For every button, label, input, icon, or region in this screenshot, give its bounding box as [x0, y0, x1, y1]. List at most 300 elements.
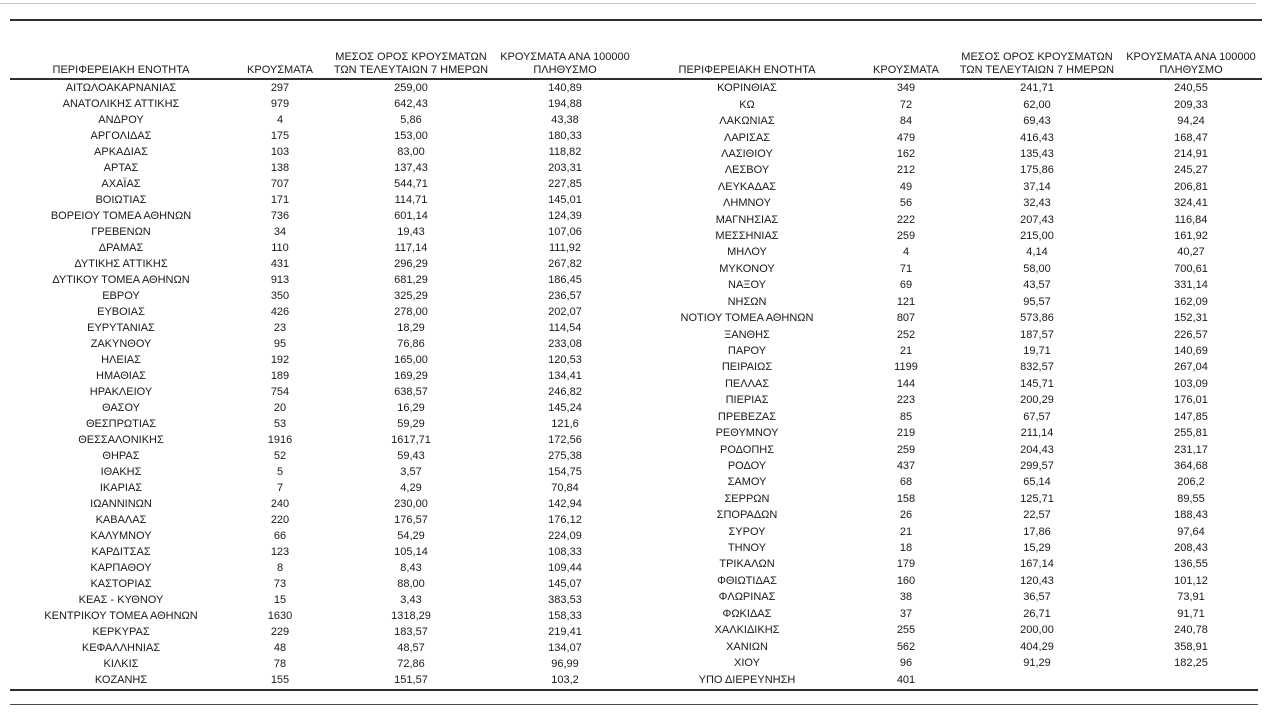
- cases-cell: 1199: [894, 361, 918, 374]
- table-row: [10, 79, 636, 96]
- cases-cell: 95: [273, 338, 287, 350]
- region-cell: ΔΥΤΙΚΟΥ ΤΟΜΕΑ ΑΘΗΝΩΝ: [52, 274, 190, 286]
- avg7-cell: 135,43: [1020, 147, 1054, 160]
- avg7-cell: 153,00: [394, 130, 428, 142]
- cases-cell: 562: [896, 640, 916, 653]
- region-cell: ΜΕΣΣΗΝΙΑΣ: [715, 230, 779, 243]
- table-row: [10, 336, 636, 352]
- cases-cell: 754: [270, 386, 290, 398]
- per100k-cell: 145,01: [548, 194, 582, 206]
- region-cell: ΔΡΑΜΑΣ: [98, 242, 144, 254]
- table-row: [636, 343, 1262, 359]
- cases-cell: 259: [896, 230, 916, 243]
- region-cell: ΑΝΔΡΟΥ: [98, 114, 144, 126]
- per100k-cell: 206,2: [1177, 476, 1205, 489]
- per100k-cell: 202,07: [548, 306, 582, 318]
- avg7-cell: 169,29: [394, 370, 428, 382]
- per100k-cell: 145,07: [548, 578, 582, 590]
- avg7-cell: 211,14: [1020, 427, 1054, 440]
- avg7-cell: 5,86: [400, 114, 422, 126]
- region-cell: ΚΙΛΚΙΣ: [103, 658, 139, 670]
- header-region: ΠΕΡΙΦΕΡΕΙΑΚΗ ΕΝΟΤΗΤΑ: [636, 42, 858, 79]
- per100k-cell: 124,39: [548, 210, 582, 222]
- per100k-cell: 114,54: [548, 322, 582, 334]
- table-row: [636, 540, 1262, 556]
- table-row: [636, 146, 1262, 162]
- table-row: [636, 179, 1262, 195]
- table-row: [10, 128, 636, 144]
- region-cell: ΗΜΑΘΙΑΣ: [96, 370, 146, 382]
- per100k-cell: 231,17: [1174, 443, 1208, 456]
- avg7-cell: 573,86: [1020, 312, 1054, 325]
- table-row: [10, 112, 636, 128]
- header-per100k-line2: ΠΛΗΘΥΣΜΟ: [1159, 64, 1223, 76]
- header-avg7: [328, 42, 494, 79]
- table-row: [636, 392, 1262, 408]
- region-cell: ΛΕΥΚΑΔΑΣ: [717, 180, 777, 193]
- table-row: [10, 96, 636, 112]
- region-cell: ΦΘΙΩΤΙΔΑΣ: [717, 574, 777, 587]
- cases-cell: 252: [896, 328, 916, 341]
- avg7-cell: 59,29: [397, 418, 425, 430]
- region-cell: ΚΑΒΑΛΑΣ: [95, 514, 147, 526]
- region-cell: ΛΑΚΩΝΙΑΣ: [719, 115, 775, 128]
- region-cell: ΑΝΑΤΟΛΙΚΗΣ ΑΤΤΙΚΗΣ: [62, 98, 180, 110]
- table-row: [10, 528, 636, 544]
- per100k-cell: 103,09: [1174, 377, 1208, 390]
- table-row: [636, 195, 1262, 211]
- region-cell: ΧΑΛΚΙΔΙΚΗΣ: [714, 624, 780, 637]
- cases-cell: 189: [270, 370, 290, 382]
- per100k-cell: 219,41: [548, 626, 582, 638]
- cases-table-left: [10, 42, 636, 688]
- cases-cell: 48: [273, 642, 287, 654]
- per100k-cell: 136,55: [1174, 558, 1208, 571]
- cases-cell: 1916: [267, 434, 293, 446]
- cases-cell: 71: [899, 262, 913, 275]
- table-row: [10, 272, 636, 288]
- header-avg7: [954, 42, 1120, 79]
- cases-cell: 38: [899, 591, 913, 604]
- avg7-cell: 15,29: [1023, 542, 1051, 555]
- avg7-cell: 117,14: [394, 242, 428, 254]
- cases-cell: 162: [896, 147, 916, 160]
- per100k-cell: 233,08: [548, 338, 582, 350]
- avg7-cell: 4,14: [1026, 246, 1048, 259]
- avg7-cell: 1318,29: [391, 610, 431, 622]
- per100k-cell: 203,31: [548, 162, 582, 174]
- region-cell: ΘΕΣΣΑΛΟΝΙΚΗΣ: [78, 434, 164, 446]
- cases-cell: 913: [270, 274, 290, 286]
- table-row: [636, 491, 1262, 507]
- per100k-cell: [1120, 671, 1262, 688]
- table-row: [636, 606, 1262, 622]
- header-per100k: [1120, 42, 1262, 79]
- cases-cell: 4: [276, 114, 284, 126]
- per100k-cell: 182,25: [1174, 657, 1208, 669]
- bottom-thin-rule: [10, 704, 1258, 705]
- cases-cell: 192: [270, 354, 290, 366]
- table-row: [636, 96, 1262, 112]
- region-cell: ΜΑΓΝΗΣΙΑΣ: [715, 213, 779, 226]
- avg7-cell: 88,00: [397, 578, 425, 590]
- cases-cell: 219: [896, 427, 916, 440]
- per100k-cell: 176,01: [1174, 394, 1208, 407]
- avg7-cell: 26,71: [1023, 607, 1051, 620]
- per100k-cell: 227,85: [548, 178, 582, 190]
- region-cell: ΣΥΡΟΥ: [728, 525, 766, 538]
- region-cell: ΕΥΒΟΙΑΣ: [97, 306, 145, 318]
- avg7-cell: 151,57: [394, 674, 428, 686]
- region-cell: ΡΟΔΟΥ: [727, 459, 767, 472]
- cases-cell: 707: [270, 178, 290, 190]
- avg7-cell: 8,43: [400, 562, 422, 574]
- avg7-cell: 183,57: [394, 626, 428, 638]
- region-cell: ΣΕΡΡΩΝ: [724, 492, 770, 505]
- region-cell: ΛΑΣΙΘΙΟΥ: [721, 147, 773, 160]
- per100k-cell: 331,14: [1174, 279, 1208, 292]
- region-cell: ΣΠΟΡΑΔΩΝ: [716, 509, 778, 522]
- region-cell: ΚΕΑΣ - ΚΥΘΝΟΥ: [78, 594, 164, 606]
- per100k-cell: 140,69: [1174, 344, 1208, 357]
- table-row: [636, 523, 1262, 539]
- avg7-cell: 91,29: [1023, 657, 1051, 669]
- table-row: [10, 240, 636, 256]
- avg7-cell: 36,57: [1023, 591, 1051, 604]
- cases-cell: 85: [899, 410, 913, 423]
- cases-cell: 736: [270, 210, 290, 222]
- header-region: ΠΕΡΙΦΕΡΕΙΑΚΗ ΕΝΟΤΗΤΑ: [10, 42, 232, 79]
- table-row: [636, 638, 1262, 654]
- cases-cell: 78: [273, 658, 287, 670]
- avg7-cell: 200,00: [1020, 624, 1054, 637]
- avg7-cell: 62,00: [1023, 98, 1051, 111]
- per100k-cell: 186,45: [548, 274, 582, 286]
- header-avg7-line2: ΤΩΝ ΤΕΛΕΥΤΑΙΩΝ 7 ΗΜΕΡΩΝ: [959, 64, 1115, 76]
- table-row: [636, 277, 1262, 293]
- per100k-cell: 120,53: [548, 354, 582, 366]
- region-cell: ΔΥΤΙΚΗΣ ΑΤΤΙΚΗΣ: [74, 258, 168, 270]
- table-row: [10, 512, 636, 528]
- cases-cell: 350: [270, 290, 290, 302]
- table-row: [636, 261, 1262, 277]
- avg7-cell: 48,57: [397, 642, 425, 654]
- table-row: [10, 176, 636, 192]
- per100k-cell: 145,24: [548, 402, 582, 414]
- per100k-cell: 255,81: [1174, 427, 1208, 440]
- table-row: [10, 480, 636, 496]
- per100k-cell: 103,2: [551, 674, 579, 686]
- region-cell: ΘΑΣΟΥ: [101, 402, 141, 414]
- table-row: [10, 432, 636, 448]
- avg7-cell: 1617,71: [391, 434, 431, 446]
- cases-cell: 212: [896, 164, 916, 177]
- per100k-cell: 43,38: [551, 114, 579, 126]
- avg7-cell: 832,57: [1020, 361, 1054, 374]
- table-row: [636, 244, 1262, 260]
- per100k-cell: 94,24: [1177, 115, 1205, 128]
- avg7-cell: 72,86: [397, 658, 425, 670]
- cases-cell: 72: [899, 98, 913, 111]
- table-row: [10, 448, 636, 464]
- per100k-cell: 162,09: [1174, 295, 1208, 308]
- per100k-cell: 176,12: [548, 514, 582, 526]
- region-cell: ΝΟΤΙΟΥ ΤΟΜΕΑ ΑΘΗΝΩΝ: [680, 312, 814, 325]
- per100k-cell: 73,91: [1177, 591, 1205, 604]
- header-cases: ΚΡΟΥΣΜΑΤΑ: [232, 42, 328, 79]
- per100k-cell: 168,47: [1174, 131, 1208, 144]
- region-cell: ΑΡΓΟΛΙΔΑΣ: [90, 130, 152, 142]
- table-row: [10, 288, 636, 304]
- table-row: [636, 573, 1262, 589]
- table-row: [10, 304, 636, 320]
- per100k-cell: 89,55: [1177, 492, 1205, 505]
- table-row: [636, 129, 1262, 145]
- region-cell: ΒΟΡΕΙΟΥ ΤΟΜΕΑ ΑΘΗΝΩΝ: [50, 210, 192, 222]
- cases-cell: 401: [896, 673, 916, 686]
- cases-cell: 160: [896, 574, 916, 587]
- region-cell: ΘΗΡΑΣ: [102, 450, 140, 462]
- per100k-cell: 245,27: [1174, 164, 1208, 177]
- region-cell: ΠΕΛΛΑΣ: [724, 377, 770, 390]
- region-cell: ΚΑΡΠΑΘΟΥ: [90, 562, 152, 574]
- cases-cell: 240: [270, 498, 290, 510]
- region-cell: ΗΛΕΙΑΣ: [101, 354, 141, 366]
- per100k-cell: 152,31: [1174, 312, 1208, 325]
- per100k-cell: 700,61: [1174, 262, 1208, 275]
- cases-cell: 68: [899, 476, 913, 489]
- per100k-cell: 101,12: [1174, 574, 1208, 587]
- cases-cell: 20: [273, 402, 287, 414]
- region-cell: ΦΛΩΡΙΝΑΣ: [718, 591, 776, 604]
- table-row: [636, 441, 1262, 457]
- cases-cell: 297: [270, 82, 290, 94]
- table-header-left: [10, 42, 636, 79]
- region-cell: ΑΡΚΑΔΙΑΣ: [94, 146, 148, 158]
- avg7-cell: 416,43: [1020, 131, 1054, 144]
- region-cell: ΑΧΑΪΑΣ: [101, 178, 141, 190]
- table-row: [10, 320, 636, 336]
- header-avg7-line1: ΜΕΣΟΣ ΟΡΟΣ ΚΡΟΥΣΜΑΤΩΝ: [961, 51, 1113, 63]
- avg7-cell: 230,00: [394, 498, 428, 510]
- header-avg7-line2: ΤΩΝ ΤΕΛΕΥΤΑΙΩΝ 7 ΗΜΕΡΩΝ: [333, 64, 489, 76]
- table-row: [636, 556, 1262, 572]
- avg7-cell: 105,14: [394, 546, 428, 558]
- per100k-cell: 118,82: [548, 146, 582, 158]
- per100k-cell: 158,33: [548, 610, 582, 622]
- header-per100k: [494, 42, 636, 79]
- table-row: [10, 144, 636, 160]
- table-row: [636, 113, 1262, 129]
- avg7-cell: 187,57: [1020, 328, 1054, 341]
- table-row: [636, 211, 1262, 227]
- cases-cell: 5: [276, 466, 284, 478]
- region-cell: ΣΑΜΟΥ: [727, 476, 767, 489]
- per100k-cell: 97,64: [1177, 525, 1205, 538]
- cases-cell: 52: [273, 450, 287, 462]
- avg7-cell: 19,43: [397, 226, 425, 238]
- region-cell: ΠΡΕΒΕΖΑΣ: [717, 410, 777, 423]
- per100k-cell: 107,06: [548, 226, 582, 238]
- table-row: [10, 592, 636, 608]
- region-cell: ΚΕΡΚΥΡΑΣ: [92, 626, 150, 638]
- per100k-cell: 358,91: [1174, 640, 1208, 653]
- per100k-cell: 240,78: [1174, 624, 1208, 637]
- avg7-cell: 638,57: [394, 386, 428, 398]
- avg7-cell: 17,86: [1023, 525, 1051, 538]
- table-row: [10, 576, 636, 592]
- cases-cell: 807: [896, 312, 916, 325]
- avg7-cell: 200,29: [1020, 394, 1054, 407]
- avg7-cell: 95,57: [1023, 295, 1051, 308]
- region-cell: ΚΩ: [739, 98, 755, 111]
- table-row: [10, 608, 636, 624]
- table-row: [10, 672, 636, 688]
- cases-cell: 220: [270, 514, 290, 526]
- per100k-cell: 383,53: [548, 594, 582, 606]
- cases-cell: 66: [273, 530, 287, 542]
- per100k-cell: 111,92: [548, 242, 581, 254]
- cases-cell: 158: [896, 492, 916, 505]
- avg7-cell: 207,43: [1020, 213, 1054, 226]
- per100k-cell: 91,71: [1177, 607, 1205, 620]
- per100k-cell: 96,99: [551, 658, 579, 670]
- top-dark-rule: [10, 19, 1262, 21]
- table-row: [636, 326, 1262, 342]
- avg7-cell: 404,29: [1020, 640, 1054, 653]
- region-cell: ΛΑΡΙΣΑΣ: [723, 131, 770, 144]
- avg7-cell: 241,71: [1020, 82, 1054, 95]
- per100k-cell: 40,27: [1177, 246, 1205, 259]
- avg7-cell: 215,00: [1020, 230, 1054, 243]
- per100k-cell: 70,84: [551, 482, 579, 494]
- cases-cell: 155: [270, 674, 290, 686]
- region-cell: ΙΘΑΚΗΣ: [100, 466, 142, 478]
- region-cell: ΚΕΝΤΡΙΚΟΥ ΤΟΜΕΑ ΑΘΗΝΩΝ: [44, 610, 198, 622]
- cases-cell: 171: [270, 194, 290, 206]
- region-cell: ΠΙΕΡΙΑΣ: [725, 394, 769, 407]
- cases-cell: 73: [273, 578, 287, 590]
- cases-cell: 49: [899, 180, 913, 193]
- per100k-cell: 214,91: [1174, 147, 1208, 160]
- avg7-cell: 145,71: [1020, 377, 1054, 390]
- cases-cell: 37: [899, 607, 913, 620]
- region-cell: ΚΟΖΑΝΗΣ: [94, 674, 148, 686]
- per100k-cell: 236,57: [548, 290, 582, 302]
- per100k-cell: 121,6: [551, 418, 579, 430]
- cases-cell: 255: [896, 624, 916, 637]
- region-cell: ΜΥΚΟΝΟΥ: [719, 262, 775, 275]
- cases-cell: 18: [899, 542, 913, 555]
- table-row: [636, 162, 1262, 178]
- table-row: [636, 294, 1262, 310]
- cases-cell: 7: [276, 482, 284, 494]
- region-cell: ΝΗΣΩΝ: [727, 295, 767, 308]
- avg7-cell: 83,00: [397, 146, 425, 158]
- table-row: [10, 160, 636, 176]
- cases-cell: 349: [896, 82, 916, 95]
- avg7-cell: 137,43: [394, 162, 428, 174]
- per100k-cell: 188,43: [1174, 509, 1208, 522]
- avg7-cell: 16,29: [397, 402, 425, 414]
- cases-cell: 56: [899, 197, 913, 210]
- cases-cell: 979: [270, 98, 290, 110]
- avg7-cell: 296,29: [394, 258, 428, 270]
- region-cell: ΑΙΤΩΛΟΑΚΑΡΝΑΝΙΑΣ: [65, 82, 177, 94]
- table-row: [10, 544, 636, 560]
- per100k-cell: 109,44: [548, 562, 582, 574]
- table-row: [10, 224, 636, 240]
- table-row: [636, 376, 1262, 392]
- per100k-cell: 147,85: [1174, 410, 1208, 423]
- region-cell: ΒΟΙΩΤΙΑΣ: [95, 194, 147, 206]
- avg7-cell: 65,14: [1023, 476, 1051, 489]
- cases-cell: 53: [273, 418, 287, 430]
- avg7-cell: 69,43: [1023, 115, 1051, 128]
- cases-cell: 26: [899, 509, 913, 522]
- avg7-cell: 601,14: [394, 210, 428, 222]
- avg7-cell: 3,57: [400, 466, 422, 478]
- cases-cell: 8: [276, 562, 284, 574]
- avg7-cell: 67,57: [1023, 410, 1051, 423]
- header-per100k-line1: ΚΡΟΥΣΜΑΤΑ ΑΝΑ 100000: [500, 51, 630, 63]
- cases-cell: 21: [899, 344, 913, 357]
- cases-cell: 4: [902, 246, 910, 259]
- avg7-cell: [954, 671, 1120, 688]
- avg7-cell: 167,14: [1020, 558, 1054, 571]
- table-row: [10, 416, 636, 432]
- table-row: [10, 192, 636, 208]
- per100k-cell: 267,04: [1174, 361, 1208, 374]
- per100k-cell: 364,68: [1174, 459, 1208, 472]
- region-cell: ΡΕΘΥΜΝΟΥ: [715, 427, 779, 440]
- table-row: [636, 359, 1262, 375]
- table-row: [636, 79, 1262, 96]
- cases-cell: 229: [270, 626, 290, 638]
- region-cell: ΦΩΚΙΔΑΣ: [722, 607, 772, 620]
- table-row: [10, 640, 636, 656]
- avg7-cell: 4,29: [400, 482, 422, 494]
- per100k-cell: 134,07: [548, 642, 582, 654]
- header-per100k-line2: ΠΛΗΘΥΣΜΟ: [533, 64, 597, 76]
- per100k-cell: 226,57: [1174, 328, 1208, 341]
- per100k-cell: 142,94: [548, 498, 582, 510]
- avg7-cell: 204,43: [1020, 443, 1054, 456]
- avg7-cell: 642,43: [394, 98, 428, 110]
- table-row: [636, 507, 1262, 523]
- table-row: [10, 656, 636, 672]
- avg7-cell: 59,43: [397, 450, 425, 462]
- region-cell: ΤΡΙΚΑΛΩΝ: [719, 558, 775, 571]
- cases-cell: 479: [896, 131, 916, 144]
- header-per100k-line1: ΚΡΟΥΣΜΑΤΑ ΑΝΑ 100000: [1126, 51, 1256, 63]
- table-row: [636, 310, 1262, 326]
- avg7-cell: 125,71: [1020, 492, 1054, 505]
- cases-cell: 23: [273, 322, 287, 334]
- table-row: [636, 408, 1262, 424]
- avg7-cell: 76,86: [397, 338, 425, 350]
- table-row: [636, 458, 1262, 474]
- per100k-cell: 116,84: [1174, 213, 1208, 226]
- region-cell: ΧΑΝΙΩΝ: [726, 640, 768, 653]
- cases-cell: 431: [270, 258, 290, 270]
- avg7-cell: 176,57: [394, 514, 428, 526]
- cases-cell: 34: [273, 226, 287, 238]
- avg7-cell: 165,00: [394, 354, 428, 366]
- cases-cell: 426: [270, 306, 290, 318]
- per100k-cell: 161,92: [1174, 230, 1208, 243]
- avg7-cell: 54,29: [397, 530, 425, 542]
